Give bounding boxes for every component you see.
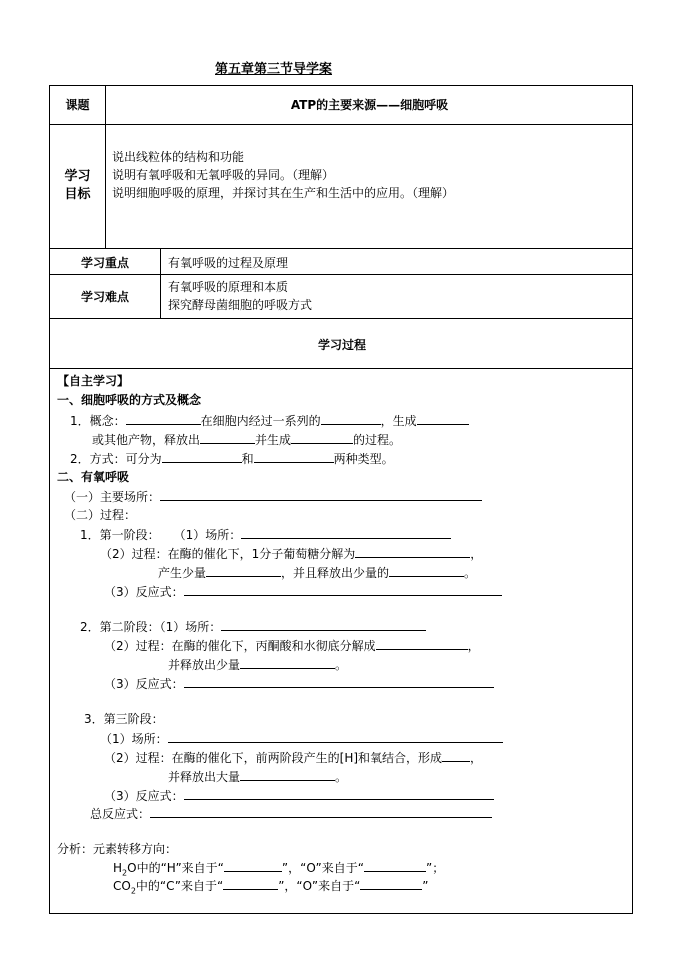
concept-blank[interactable] [417, 411, 469, 425]
topic-label: 课题 [65, 98, 90, 112]
row-divider [50, 248, 632, 249]
stage3-site-blank[interactable] [168, 729, 503, 743]
stage1-title: 1．第一阶段： [80, 528, 160, 542]
goal-item: 说明细胞呼吸的原理，并探讨其在生产和生活中的应用。（理解） [112, 186, 455, 200]
difficulty-list [168, 278, 312, 314]
co2-subscript: 2 [130, 886, 136, 896]
stage3-process-comma: ， [470, 751, 483, 765]
stage1-equation-blank[interactable] [184, 582, 502, 596]
concept-blank[interactable] [291, 430, 353, 444]
stage3-site-label: （1）场所： [100, 732, 168, 746]
stage1-products-text-c: 。 [464, 566, 477, 580]
h2o-text-b: O中的“H”来自于“ [127, 861, 224, 875]
goal-item: 说出线粒体的结构和功能 [112, 150, 245, 164]
stage1-products-text-b: ，并且释放出少量的 [281, 566, 390, 580]
stage1-process [100, 544, 482, 563]
goal-item: 说明有氧呼吸和无氧呼吸的异同。（理解） [112, 168, 335, 182]
concept-line2 [92, 430, 401, 449]
stage2-release-text: 并释放出少量 [168, 658, 241, 672]
self-study-heading: 【自主学习】 [57, 374, 130, 388]
process-label: （二）过程： [64, 508, 137, 522]
key-point-label: 学习重点 [80, 256, 129, 270]
section2-title: 二、有氧呼吸 [57, 470, 130, 484]
topic-value: ATP的主要来源——细胞呼吸 [290, 98, 449, 112]
stage3-release-text: 并释放出大量 [168, 770, 241, 784]
concept-text-c: ，生成 [380, 414, 417, 428]
difficulty-item: 有氧呼吸的原理和本质 [168, 280, 289, 294]
stage3-release [168, 767, 347, 786]
key-point-value: 有氧呼吸的过程及原理 [168, 256, 289, 270]
stage1-process-blank[interactable] [355, 544, 470, 558]
concept-blank[interactable] [200, 430, 255, 444]
goals-list [112, 148, 627, 202]
stage1-site-label: （1）场所： [173, 528, 242, 542]
concept-text-a: 1．概念： [70, 414, 126, 428]
stage3-process-text: （2）过程：在酶的催化下，前两阶段产生的[H]和氧结合，形成 [104, 751, 443, 765]
stage3-title: 3．第三阶段： [84, 712, 164, 726]
difficulty-label: 学习难点 [80, 290, 129, 304]
types-blank[interactable] [162, 449, 242, 463]
stage3-process-blank[interactable] [442, 748, 470, 762]
h2o-text-d: ”； [426, 861, 445, 875]
stage2-process-text: （2）过程：在酶的催化下，丙酮酸和水彻底分解成 [104, 639, 376, 653]
co2-text-b: 中的“C”来自于“ [135, 879, 224, 893]
concept-text-d: 或其他产物，释放出 [92, 433, 201, 447]
stage1-equation-label: （3）反应式： [104, 585, 184, 599]
h2o-text-c: ”，“O”来自于“ [281, 861, 364, 875]
concept-blank[interactable] [126, 411, 201, 425]
stage2-release-period: 。 [335, 658, 348, 672]
stage1-products [158, 563, 476, 582]
h2o-o-blank[interactable] [364, 858, 426, 872]
stage1-line [80, 525, 451, 544]
main-site-label: （一）主要场所： [64, 490, 161, 504]
stage1-process-comma: ， [470, 547, 483, 561]
h2o-formula-h: H [113, 861, 123, 875]
types-blank[interactable] [254, 449, 334, 463]
stage3-release-blank[interactable] [240, 767, 335, 781]
stage3-equation [104, 786, 494, 805]
document-title: 第五章第三节导学案 [215, 62, 333, 77]
stage2-process-comma: ， [467, 639, 480, 653]
types-text-c: 两种类型。 [333, 452, 394, 466]
goals-label-line1: 学习 [64, 169, 91, 184]
co2-formula-co: CO [113, 879, 131, 893]
co2-text-c: ”，“O”来自于“ [278, 879, 361, 893]
total-equation-blank[interactable] [150, 804, 492, 818]
stage2-process [104, 636, 480, 655]
total-equation [90, 804, 492, 823]
total-equation-label: 总反应式： [90, 807, 151, 821]
row-divider [50, 124, 632, 125]
stage2-site-blank[interactable] [221, 617, 426, 631]
h2o-h-blank[interactable] [224, 858, 282, 872]
goals-label [50, 168, 105, 204]
stage2-release [168, 655, 347, 674]
section1-title: 一、细胞呼吸的方式及概念 [57, 393, 202, 407]
types-text-b: 和 [241, 452, 254, 466]
h2o-subscript: 2 [122, 868, 128, 878]
stage3-equation-label: （3）反应式： [104, 789, 184, 803]
stage1-site-blank[interactable] [241, 525, 451, 539]
stage2-equation [104, 674, 494, 693]
stage2-line [80, 617, 426, 636]
stage1-products-text-a: 产生少量 [158, 566, 207, 580]
stage1-equation [104, 582, 502, 601]
row-divider [50, 274, 632, 275]
concept-text-f: 的过程。 [353, 433, 402, 447]
col-divider [105, 124, 106, 248]
row-divider [50, 318, 632, 319]
stage1-products-blank[interactable] [389, 563, 464, 577]
types-line [70, 449, 394, 468]
types-text-a: 2．方式：可分为 [70, 452, 162, 466]
stage2-equation-label: （3）反应式： [104, 677, 184, 691]
process-header: 学习过程 [317, 338, 366, 352]
stage3-equation-blank[interactable] [184, 786, 494, 800]
concept-text-b: 在细胞内经过一系列的 [200, 414, 321, 428]
row-divider [50, 368, 632, 369]
stage2-title: 2．第二阶段：（1）场所： [80, 620, 222, 634]
concept-blank[interactable] [321, 411, 381, 425]
stage2-equation-blank[interactable] [184, 674, 494, 688]
main-site-line [64, 487, 482, 506]
analysis-label: 分析：元素转移方向： [57, 842, 178, 856]
concept-text-e: 并生成 [255, 433, 292, 447]
co2-line [113, 876, 429, 900]
stage3-release-period: 。 [335, 770, 348, 784]
stage1-products-blank[interactable] [206, 563, 281, 577]
stage1-process-text: （2）过程：在酶的催化下，1分子葡萄糖分解为 [100, 547, 356, 561]
col-divider [160, 248, 161, 318]
stage3-site [100, 729, 503, 748]
main-site-blank[interactable] [160, 487, 482, 501]
co2-c-blank[interactable] [223, 876, 278, 890]
stage2-release-blank[interactable] [240, 655, 335, 669]
stage3-process [104, 748, 482, 767]
co2-o-blank[interactable] [360, 876, 422, 890]
concept-line1 [70, 411, 469, 430]
difficulty-item: 探究酵母菌细胞的呼吸方式 [168, 298, 313, 312]
goals-label-line2: 目标 [64, 187, 91, 202]
co2-text-d: ” [422, 879, 429, 893]
stage2-process-blank[interactable] [376, 636, 468, 650]
